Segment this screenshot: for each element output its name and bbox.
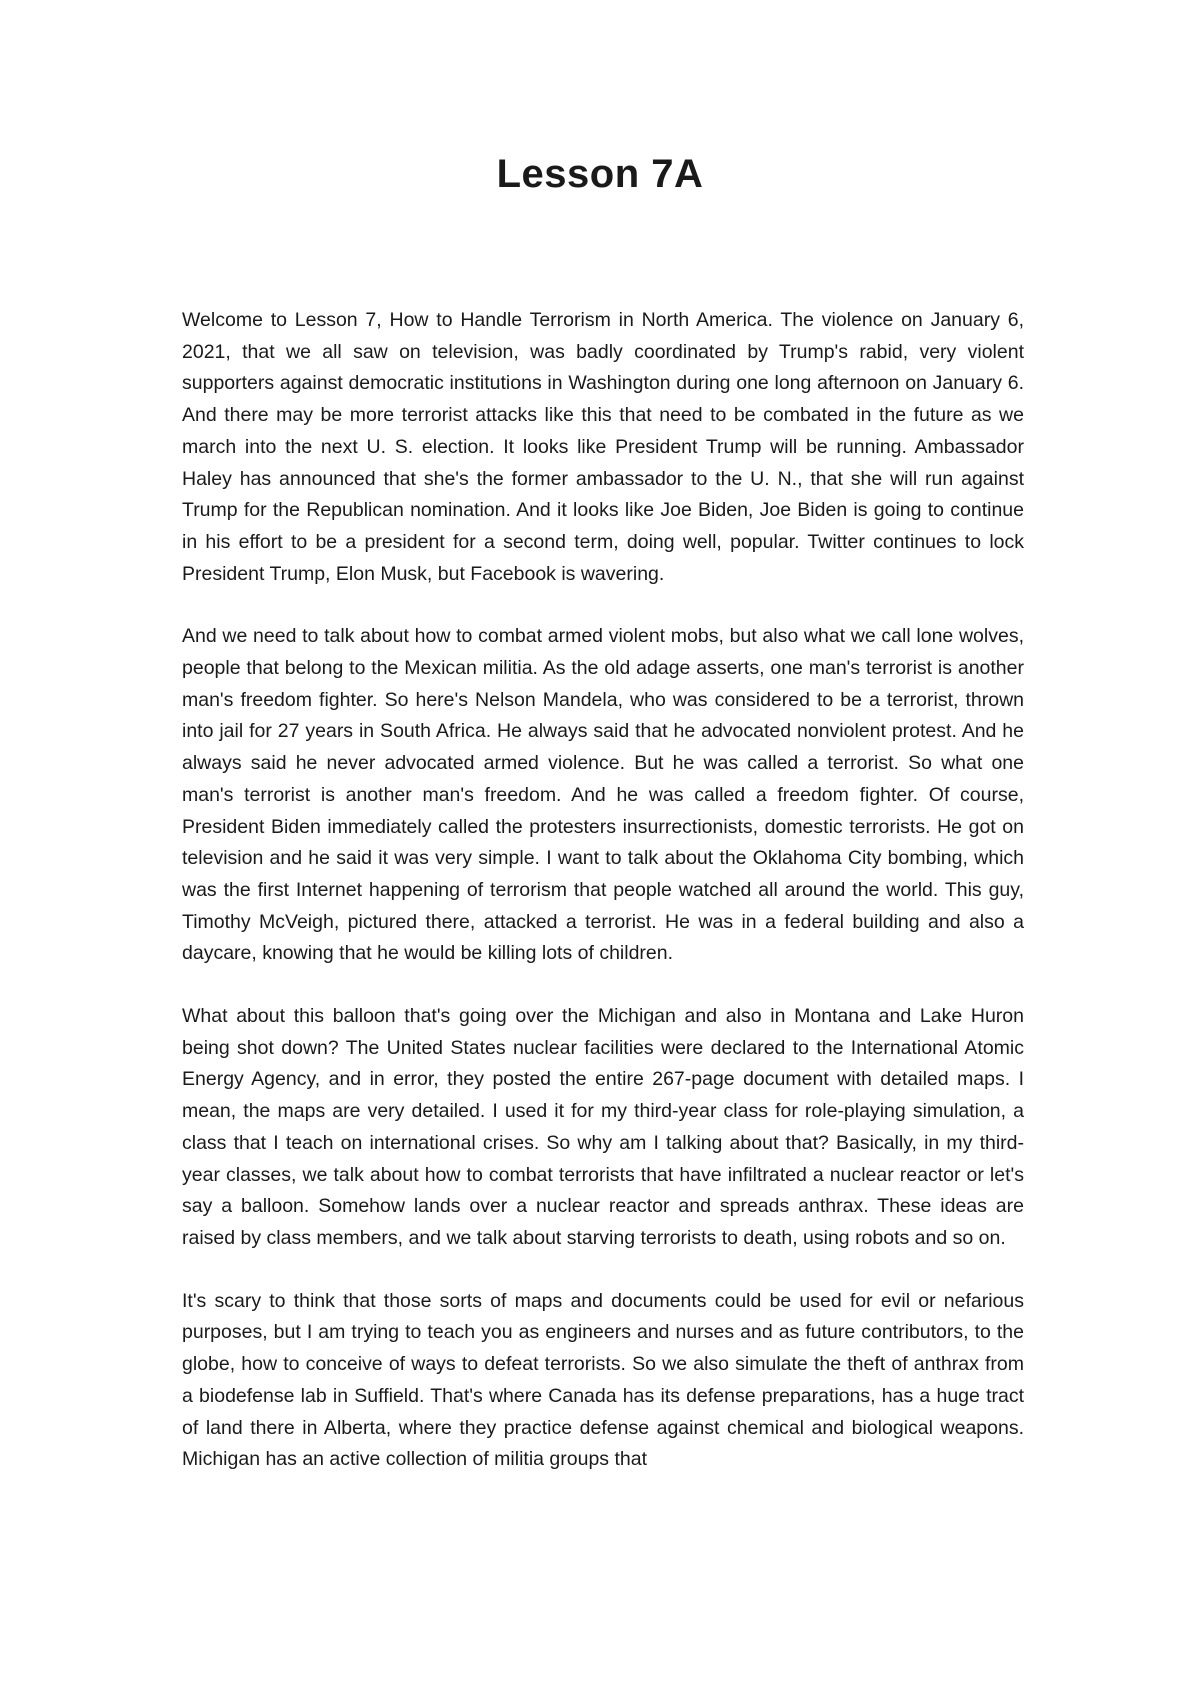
paragraph-2: And we need to talk about how to combat armed violent mobs, but also what we call lone wolves, people that belong to the Mexican militia. As the old adage asserts, one man's terrorist is another man's freedom fighter. So here's Nelson Mandela, who was considered to be a terrorist, thrown into jail for 27 years in South Africa. He always said that he advocated nonviolent protest. And he always said he never advocated armed violence. But he was called a terrorist. So what one man's terrorist is another man's freedom. And he was called a freedom fighter. Of course, President Biden immediately called the protesters insurrectionists, domestic terrorists. He got on television and he said it was very simple. I want to talk about the Oklahoma City bombing, which was the first Internet happening of terrorism that people watched all around the world. This guy, Timothy McVeigh, pictured there, attacked a terrorist. He was in a federal building and also a daycare, knowing that he would be killing lots of children. xyxy=(182,625,1024,965)
paragraph-3: What about this balloon that's going over the Michigan and also in Montana and Lake Huron being shot down? The United States nuclear facilities were declared to the International Atomic Energy Agency, and in error, they posted the entire 267-page document with detailed maps. I mean, the maps are very detailed. I used it for my third-year class for role-playing simulation, a class that I teach on international crises. So why am I talking about that? Basically, in my third-year classes, we talk about how to combat terrorists that have infiltrated a nuclear reactor or let's say a balloon. Somehow lands over a nuclear reactor and spreads anthrax. These ideas are raised by class members, and we talk about starving terrorists to death, using robots and so on. xyxy=(182,1005,1024,1249)
page-title: Lesson 7A xyxy=(496,152,704,196)
paragraph-1: Welcome to Lesson 7, How to Handle Terrorism in North America. The violence on January 6, 2021, that we all saw on television, was badly coordinated by Trump's rabid, very violent supporters against democratic institutions in Washington during one long afternoon on January 6. And there may be more terrorist attacks like this that need to be combated in the future as we march into the next U. S. election. It looks like President Trump will be running. Ambassador Haley has announced that she's the former ambassador to the U. N., that she will run against Trump for the Republican nomination. And it looks like Joe Biden, Joe Biden is going to continue in his effort to be a president for a second term, doing well, popular. Twitter continues to lock President Trump, Elon Musk, but Facebook is wavering. xyxy=(182,309,1024,585)
paragraph-4: It's scary to think that those sorts of maps and documents could be used for evil or nefarious purposes, but I am trying to teach you as engineers and nurses and as future contributors, to the globe, how to conceive of ways to defeat terrorists. So we also simulate the theft of anthrax from a biodefense lab in Suffield. That's where Canada has its defense preparations, has a huge tract of land there in Alberta, where they practice defense against chemical and biological weapons. Michigan has an active collection of militia groups that xyxy=(182,1289,1024,1471)
document-body xyxy=(182,305,1024,1507)
